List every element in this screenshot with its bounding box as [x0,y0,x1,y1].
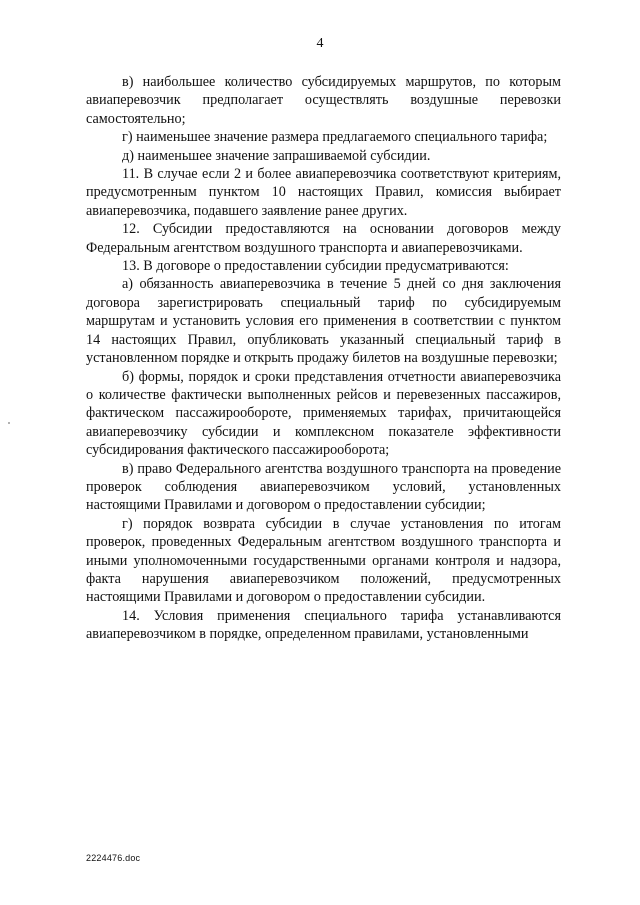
paragraph-11: 11. В случае если 2 и более авиаперевозчика соответствуют критериям, предусмотренным пунктом 10 настоящих Правил, комиссия выбирает авиаперевозчика, подавшего заявление ранее других. [86,166,561,219]
document-body [86,73,561,644]
paragraph-13-a: а) обязанность авиаперевозчика в течение 5 дней со дня заключения договора зарегистрировать специальный тариф по субсидируемым маршрутам и установить условия его применения в соответствии с пунктом 14 настоящих Правил, опубликовать указанный специальный тариф в установленном порядке и открыть продажу билетов на воздушные перевозки; [86,276,561,367]
paragraph-v-routes: в) наибольшее количество субсидируемых маршрутов, по которым авиаперевозчик предполагает осуществлять воздушные перевозки самостоятельно; [86,74,561,127]
paragraph-14: 14. Условия применения специального тарифа устанавливаются авиаперевозчиком в порядке, определенном правилами, установленными [86,607,561,643]
paragraph-13-v: в) право Федерального агентства воздушного транспорта на проведение проверок соблюдения авиаперевозчиком условий, установленных настоящими Правилами и договором о предоставлении субсидии; [86,460,561,514]
scan-mark [8,422,10,424]
page-number: 4 [316,36,324,51]
paragraph-13-b: б) формы, порядок и сроки представления отчетности авиаперевозчика о количестве фактически выполненных рейсов и перевезенных пассажиров, фактическом пассажирообороте, применяемых тарифах, причитающейся авиаперевозчику субсидии и комплексном показателе эффективности субсидирования фактического пассажирооборота; [86,368,561,459]
footer-document-code: 2224476.doc [86,853,141,863]
paragraph-g-tariff: г) наименьшее значение размера предлагаемого специального тарифа; [122,129,548,146]
paragraph-12: 12. Субсидии предоставляются на основании договоров между Федеральным агентством воздушного транспорта и авиаперевозчиками. [86,221,561,256]
paragraph-13: 13. В договоре о предоставлении субсидии предусматриваются: [122,258,509,275]
paragraph-d-subsidy: д) наименьшее значение запрашиваемой субсидии. [122,147,431,164]
paragraph-13-g: г) порядок возврата субсидии в случае установления по итогам проверок, проведенных Федеральным агентством воздушного транспорта и иными уполномоченными государственными органами контроля и надзора, факта нарушения авиаперевозчиком положений, предусмотренных настоящими Правилами и договором о предоставлении субсидии. [86,515,561,606]
